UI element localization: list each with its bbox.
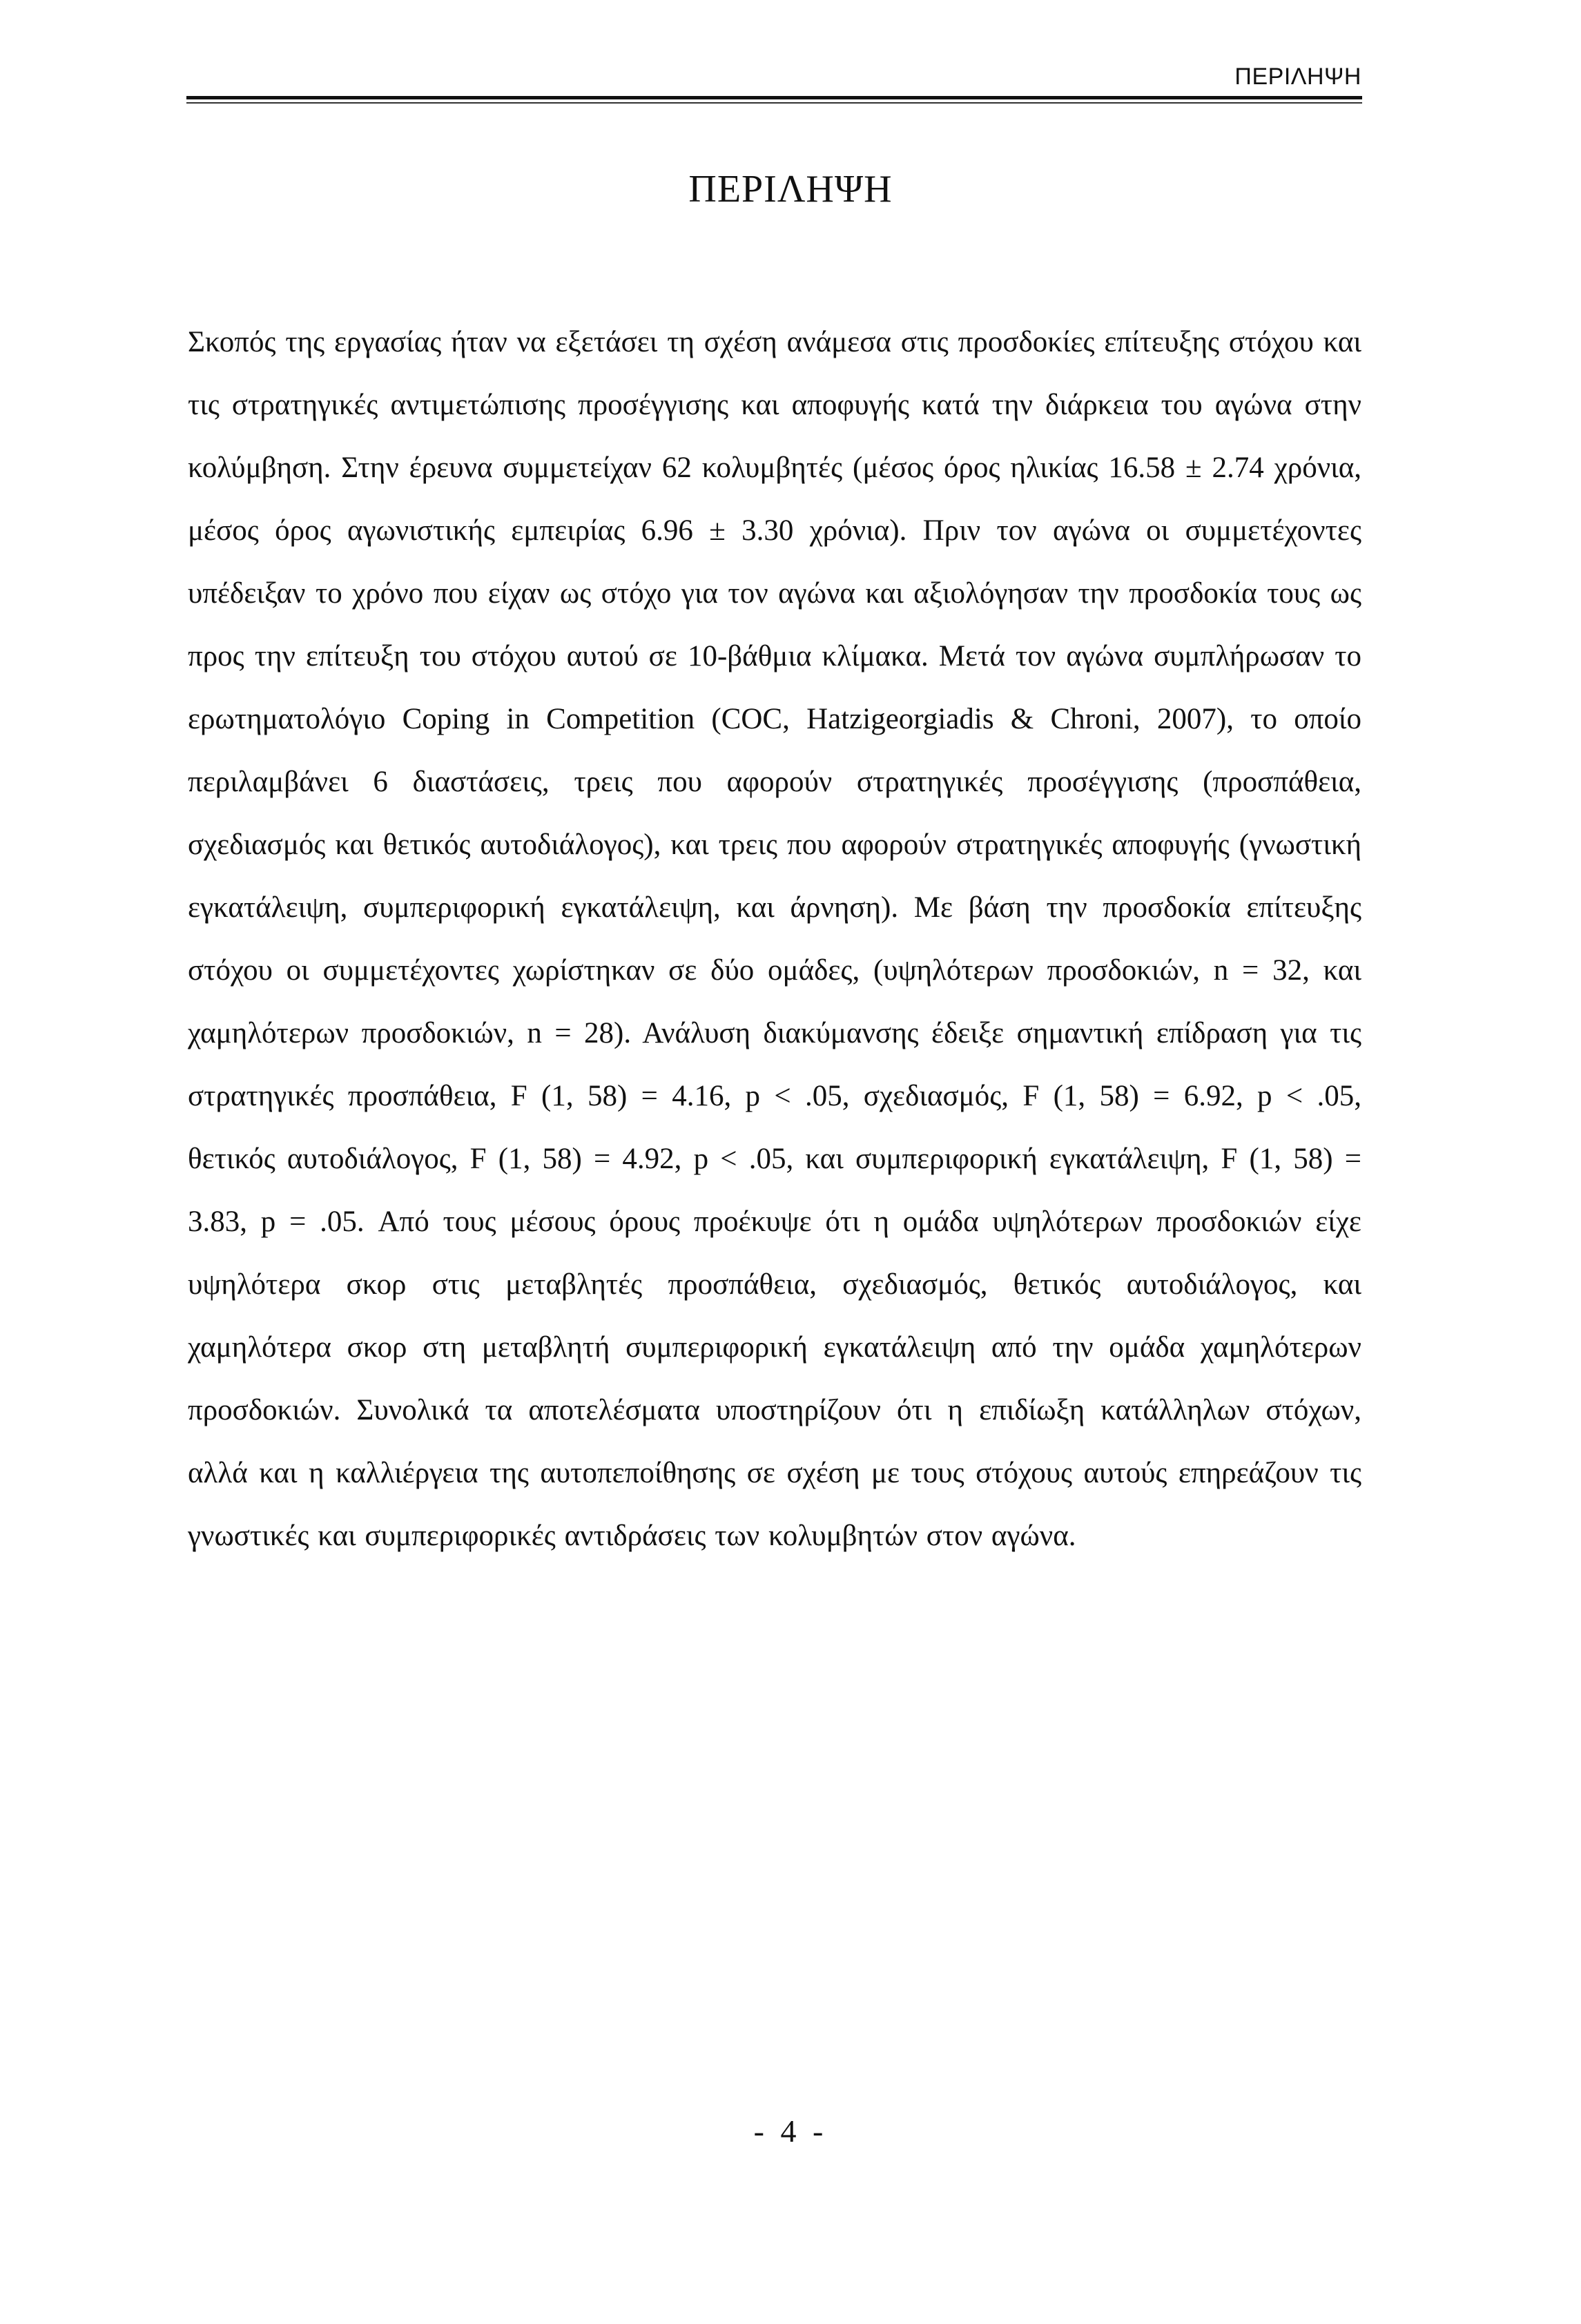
running-header: ΠΕΡΙΛΗΨΗ <box>1234 64 1361 90</box>
page-title: ΠΕΡΙΛΗΨΗ <box>688 168 893 211</box>
header-rule-secondary <box>186 102 1362 104</box>
header-rule <box>186 96 1362 99</box>
page-number: - 4 - <box>753 2113 828 2149</box>
abstract-paragraph: Σκοπός της εργασίας ήταν να εξετάσει τη σχέση ανάμεσα στις προσδοκίες επίτευξης στόχου και τις στρατηγικές αντιμετώπισης προσέγγισης και αποφυγής κατά την διάρκεια του αγώνα στην κολύμβηση. Στην έρευνα συμμετείχαν 62 κολυμβητές (μέσος όρος ηλικίας 16.58 ± 2.74 χρόνια, μέσος όρος αγωνιστικής εμπειρίας 6.96 ± 3.30 χρόνια). Πριν τον αγώνα οι συμμετέχοντες υπέδειξαν το χρόνο που είχαν ως στόχο για τον αγώνα και αξιολόγησαν την προσδοκία τους ως προς την επίτευξη του στόχου αυτού σε 10-βάθμια κλίμακα. Μετά τον αγώνα συμπλήρωσαν το ερωτηματολόγιο Coping in Competition (COC, Hatzigeorgiadis & Chroni, 2007), το οποίο περιλαμβάνει 6 διαστάσεις, τρεις που αφορούν στρατηγικές προσέγγισης (προσπάθεια, σχεδιασμός και θετικός αυτοδιάλογος), και τρεις που αφορούν στρατηγικές αποφυγής (γνωστική εγκατάλειψη, συμπεριφορική εγκατάλειψη, και άρνηση). Με βάση την προσδοκία επίτευξης στόχου οι συμμετέχοντες χωρίστηκαν σε δύο ομάδες, (υψηλότερων προσδοκιών, n = 32, και χαμηλότερων προσδοκιών, n = 28). Ανάλυση διακύμανσης έδειξε σημαντική επίδραση για τις στρατηγικές προσπάθεια, F (1, 58) = 4.16, p < .05, σχεδιασμός, F (1, 58) = 6.92, p < .05, θετικός αυτοδιάλογος, F (1, 58) = 4.92, p < .05, και συμπεριφορική εγκατάλειψη, F (1, 58) = 3.83, p = .05. Από τους μέσους όρους προέκυψε ότι η ομάδα υψηλότερων προσδοκιών είχε υψηλότερα σκορ στις μεταβλητές προσπάθεια, σχεδιασμός, θετικός αυτοδιάλογος, και χαμηλότερα σκορ στη μεταβλητή συμπεριφορική εγκατάλειψη από την ομάδα χαμηλότερων προσδοκιών. Συνολικά τα αποτελέσματα υποστηρίζουν ότι η επιδίωξη κατάλληλων στόχων, αλλά και η καλλιέργεια της αυτοπεποίθησης σε σχέση με τους στόχους αυτούς επηρεάζουν τις γνωστικές και συμπεριφορικές αντιδράσεις των κολυμβητών στον αγώνα. <box>188 326 1361 1552</box>
